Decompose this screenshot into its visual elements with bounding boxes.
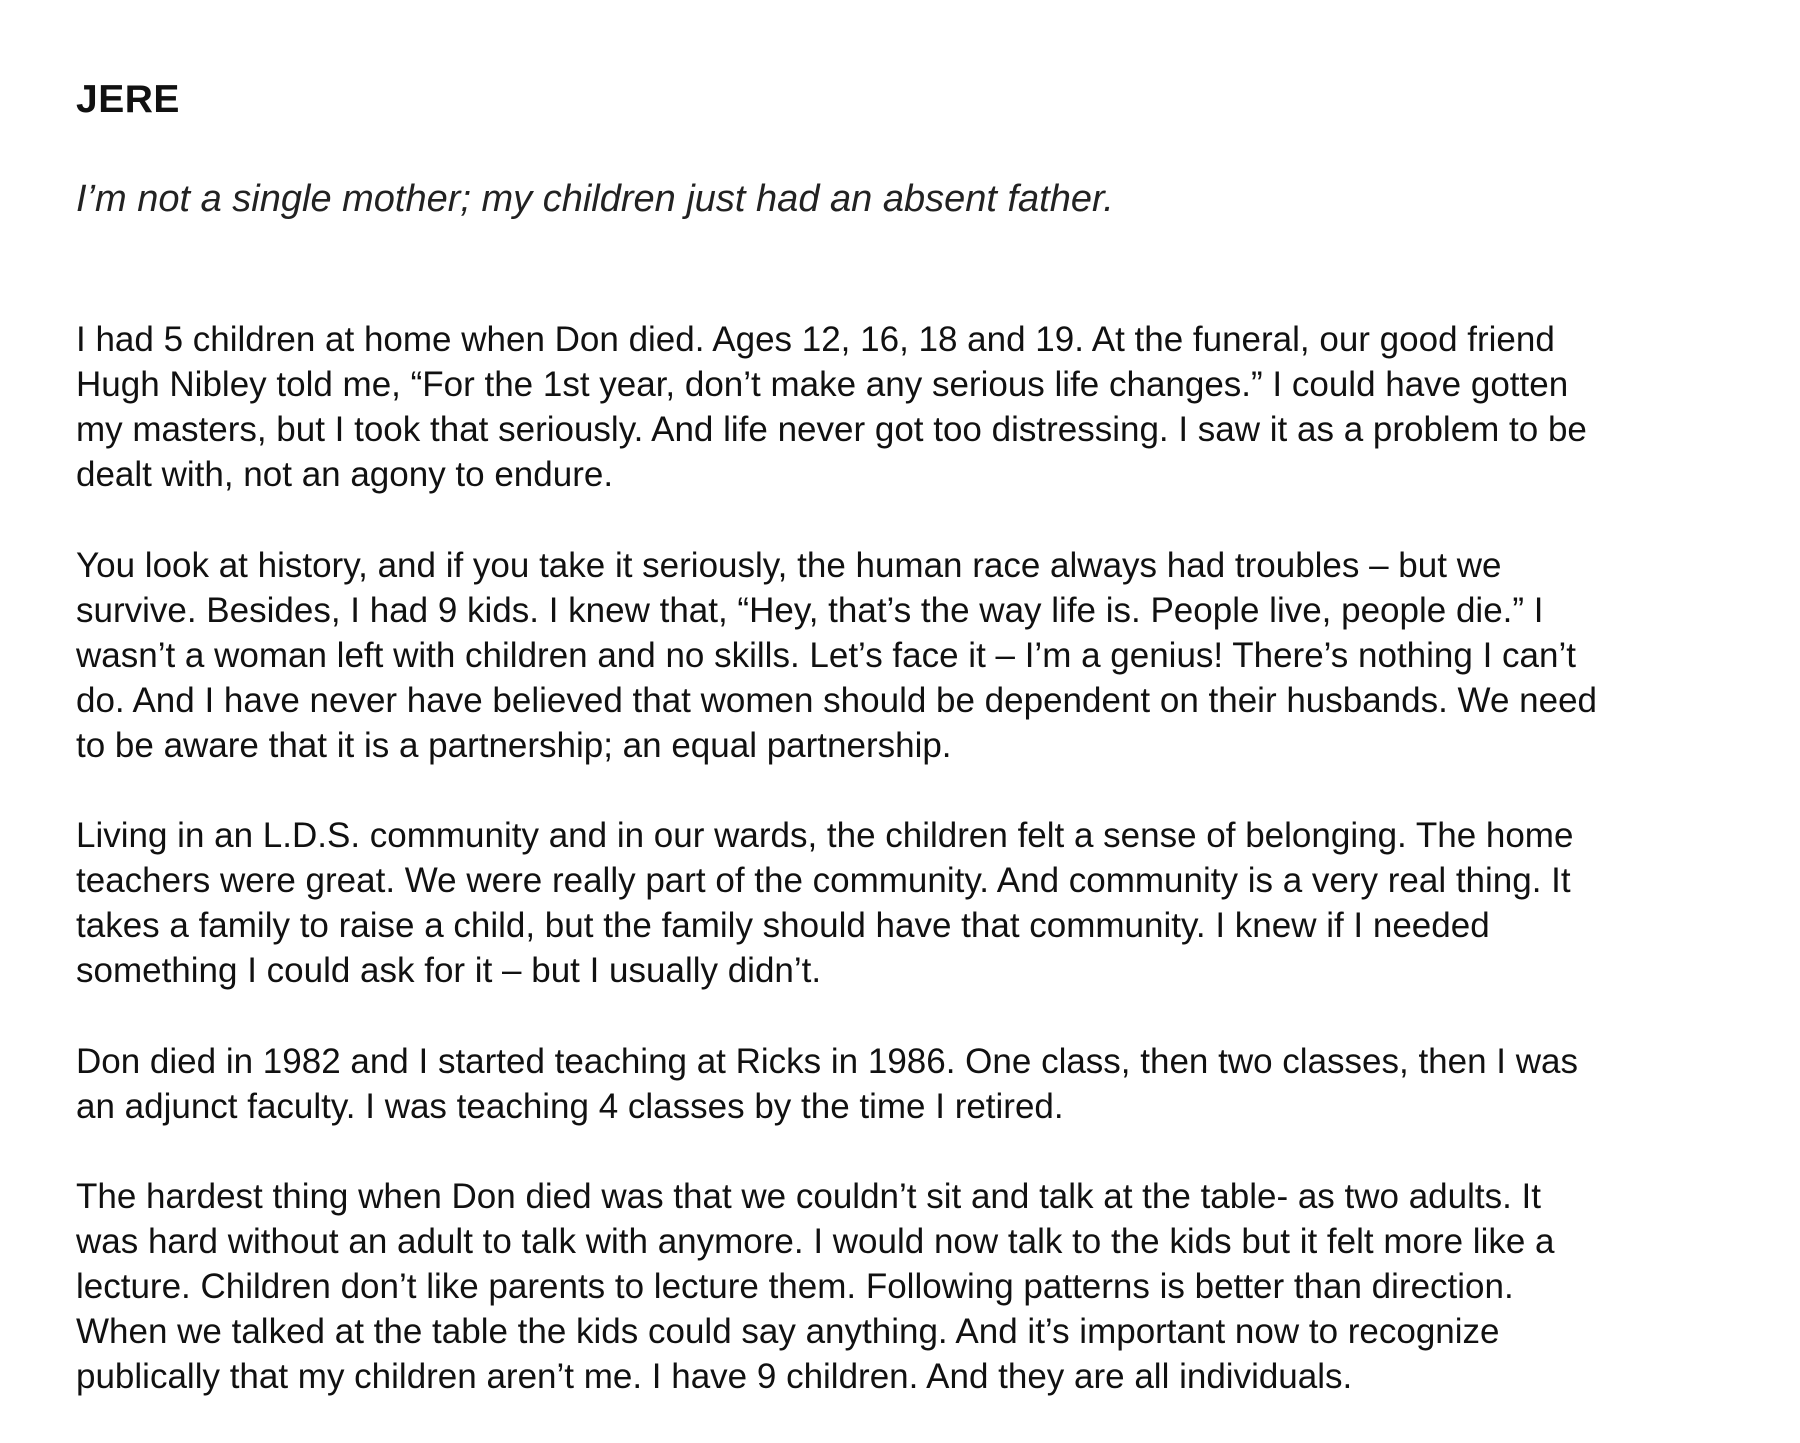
page-subtitle: I’m not a single mother; my children just had an absent father. (76, 178, 1114, 220)
paragraph-4: Don died in 1982 and I started teaching at Ricks in 1986. One class, then two classes, then I was an adjunct faculty. I was teaching 4 classes by the time I retired. (76, 1042, 1578, 1126)
paragraph-2: You look at history, and if you take it seriously, the human race always had troubles – but we survive. Besides, I had 9 kids. I knew that, “Hey, that’s the way life is. People live, people die.” I wasn’t a woman left with children and no skills. Let’s face it – I’m a genius! There’s nothing I can’t do. And I have never have believed that women should be dependent on their husbands. We need to be aware that it is a partnership; an equal partnership. (76, 546, 1598, 765)
page-title: JERE (76, 78, 180, 121)
paragraph-3: Living in an L.D.S. community and in our wards, the children felt a sense of belonging. The home teachers were great. We were really part of the community. And community is a very real thing. It takes a family to raise a child, but the family should have that community. I knew if I needed something I could ask for it – but I usually didn’t. (76, 816, 1574, 990)
paragraph-1: I had 5 children at home when Don died. Ages 12, 16, 18 and 19. At the funeral, our good friend Hugh Nibley told me, “For the 1st year, don’t make any serious life changes.” I could have gotten my masters, but I took that seriously. And life never got too distressing. I saw it as a problem to be dealt with, not an agony to endure. (76, 320, 1587, 494)
paragraph-5: The hardest thing when Don died was that we couldn’t sit and talk at the table- as two adults. It was hard without an adult to talk with anymore. I would now talk to the kids but it felt more like a lecture. Children don’t like parents to lecture them. Following patterns is better than direction. When we talked at the table the kids could say anything. And it’s important now to recognize publically that my children aren’t me. I have 9 children. And they are all individuals. (76, 1177, 1555, 1396)
